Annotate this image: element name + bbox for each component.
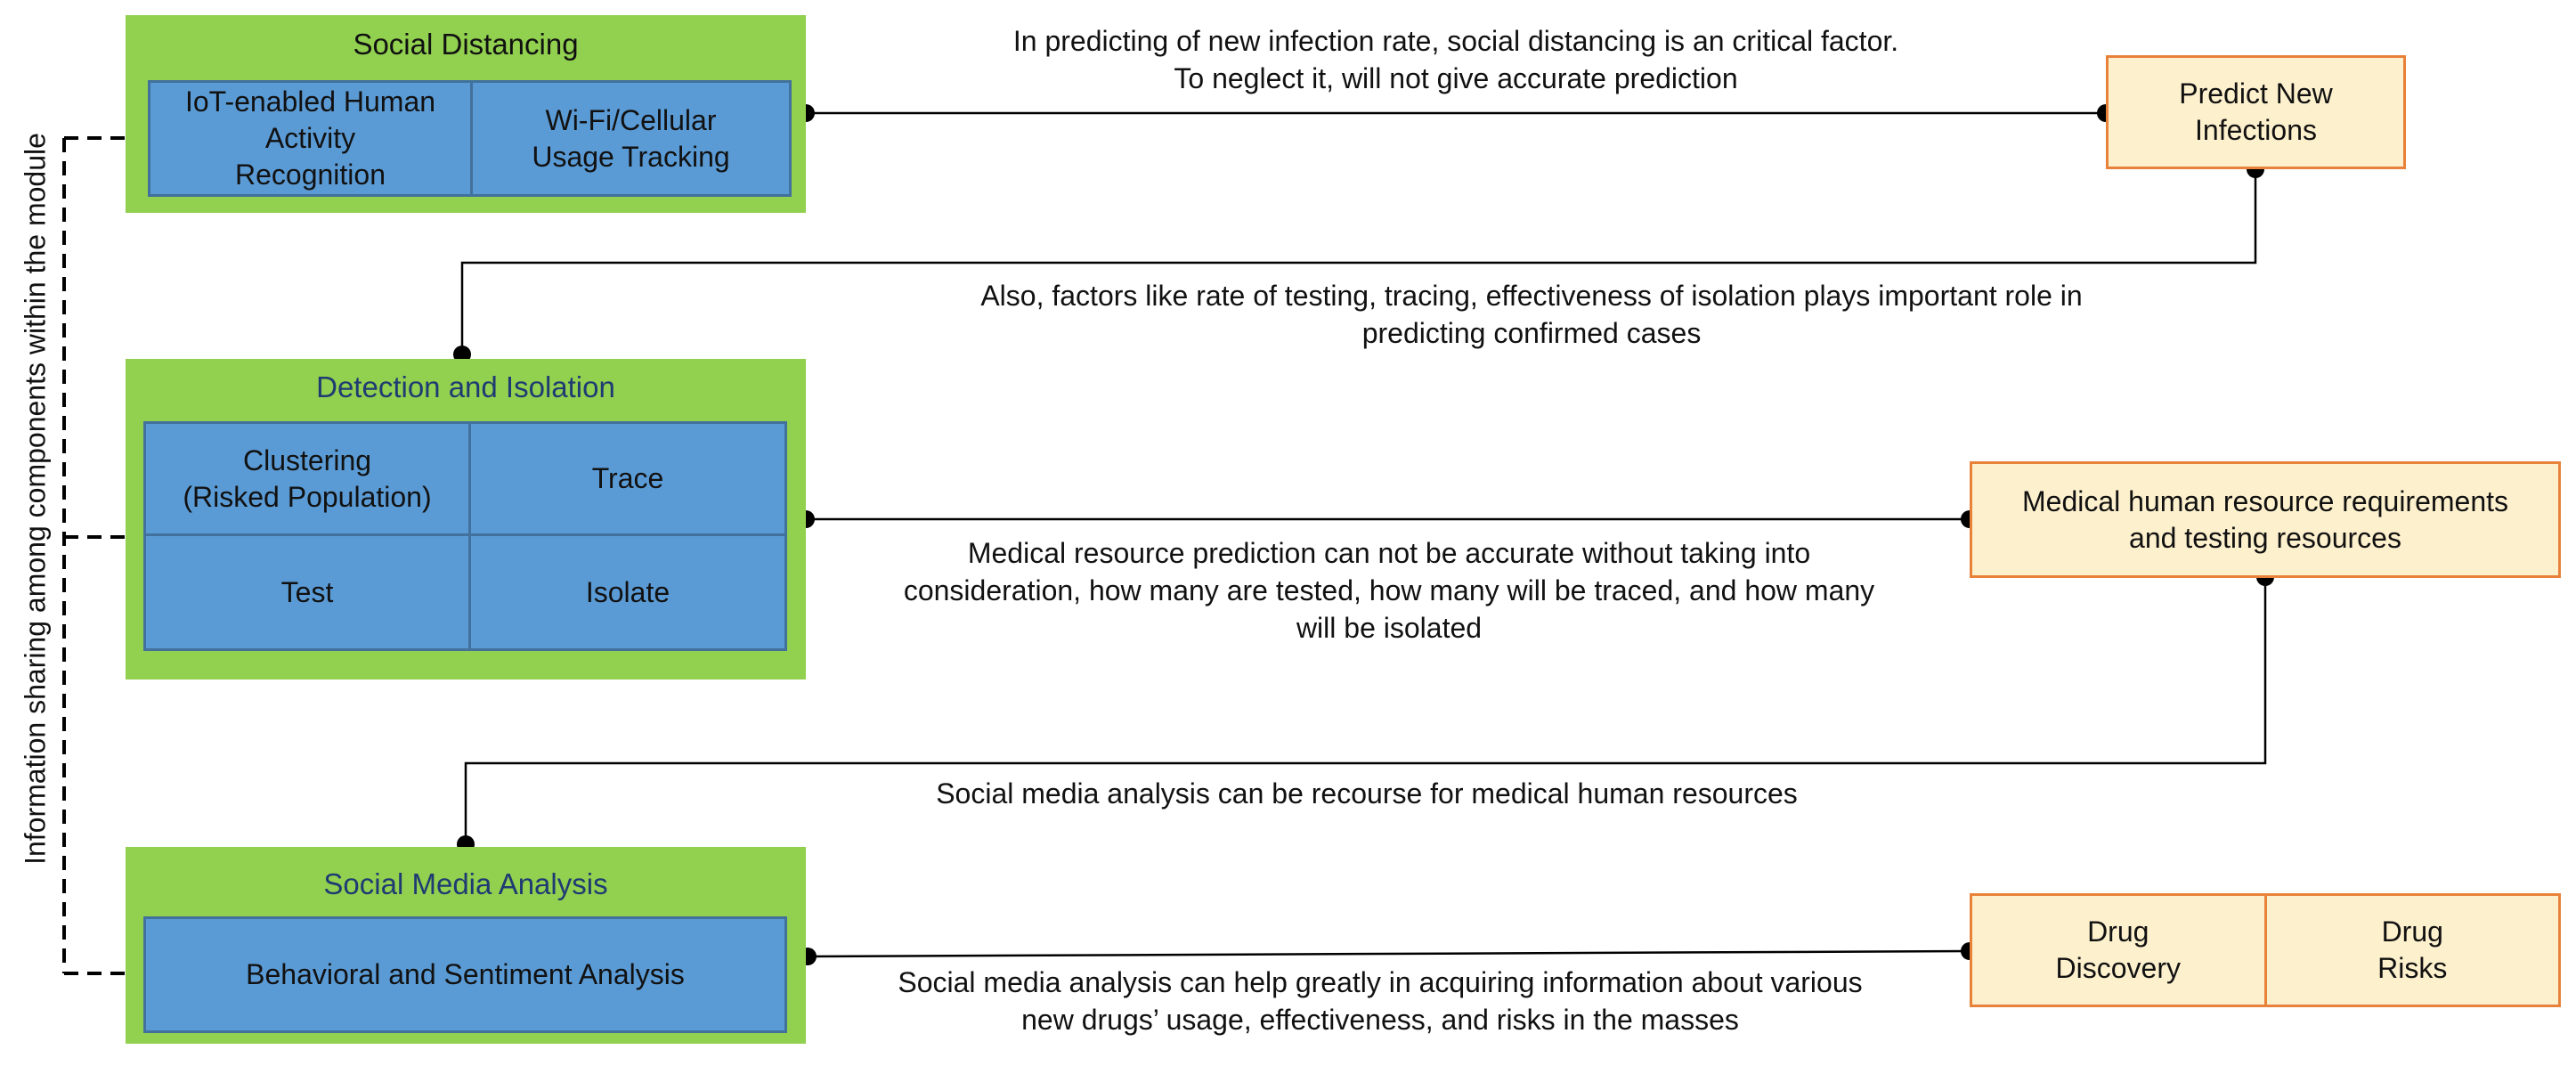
- module-title: Social Distancing: [353, 28, 579, 61]
- note-social-media-recourse: Social media analysis can be recourse for medical human resources: [936, 777, 1798, 810]
- note-medical-resource-prediction: Medical resource prediction can not be accurate without taking into consideration, how many are tested, how many will be traced, and how many will be isolated: [903, 537, 1875, 644]
- component-test: Test: [146, 536, 471, 648]
- module-detection-isolation: [126, 359, 806, 679]
- component-iot-activity-recognition: IoT-enabled Human Activity Recognition: [150, 83, 473, 194]
- info-sharing-bracket: [64, 138, 135, 973]
- module-title: Social Media Analysis: [323, 867, 608, 900]
- note-social-distancing: In predicting of new infection rate, social distancing is an critical factor. To neglect it, will not give accurate prediction: [1012, 25, 1899, 94]
- module-social-distancing: [126, 15, 806, 213]
- output-medical-resources: [1970, 461, 2561, 578]
- module-social-media-analysis: [126, 847, 806, 1044]
- note-testing-tracing: Also, factors like rate of testing, tracing, effectiveness of isolation plays important role in predicting confirmed cases: [980, 280, 2083, 349]
- note-social-media-drugs: Social media analysis can help greatly in acquiring information about various new drugs’ usage, effectiveness, and risks in the masses: [898, 966, 1863, 1036]
- module-title: Detection and Isolation: [316, 370, 615, 403]
- output-predict-new-infections: [2106, 55, 2406, 169]
- component-wifi-cellular-tracking: Wi-Fi/Cellular Usage Tracking: [532, 103, 730, 173]
- output-label: Predict New Infections: [2179, 77, 2333, 146]
- output-drug-discovery: Drug Discovery: [1972, 896, 2267, 1005]
- output-drug-risks: Drug Risks: [2377, 915, 2448, 984]
- component-isolate: Isolate: [585, 575, 670, 608]
- component-clustering: Clustering (Risked Population): [146, 424, 471, 536]
- output-label: Medical human resource requirements and testing resources: [2021, 484, 2509, 554]
- connector-social-media-to-drugs: [808, 951, 1970, 956]
- info-sharing-label-text: Information sharing among components within the module: [19, 133, 52, 865]
- output-drugs: [1970, 893, 2561, 1007]
- component-behavioral-sentiment-analysis: Behavioral and Sentiment Analysis: [246, 958, 685, 990]
- component-trace: Trace: [471, 424, 784, 536]
